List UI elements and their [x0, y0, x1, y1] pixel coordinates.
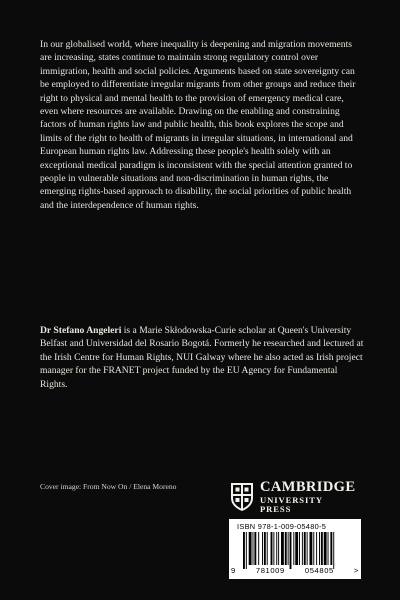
isbn-label: ISBN 978-1-009-05480-5 [237, 522, 327, 531]
book-blurb: In our globalised world, where inequality is deepening and migration movements are increasing, states continue to maintain strong regulatory control over immigration, health and social policies. Arguments based on state sovereignty can be employed to differentiate irregular migrants from other groups and reduce their right to physical and mental health to the provision of emergency medical care, even where resources are available. Drawing on the enabling and constraining factors of human rights law and public health, this book explores the scope and limits of the right to health of migrants in irregular situations, in international and European human rights law. Addressing these people's health solely with an exceptional medical paradigm is inconsistent with the special attention granted to people in vulnerable situations and non-discrimination in human rights, the emerging rights-based approach to disability, the social priorities of public health and the interdependence of human rights. [40, 39, 356, 211]
barcode-digits-group1: 781009 [255, 566, 285, 575]
author-bio-text: is a Marie Skłodowska-Curie scholar at Queen's University Belfast and Universidad del Rosario Bogotá. Formerly he researched and lectured at the Irish Centre for Human Rights, NUI Galway where he also acted as Irish project manager for the FRANET project funded by the EU Agency for Fundamental Rights. [40, 325, 364, 390]
publisher-name: CAMBRIDGE [260, 478, 356, 495]
barcode-digits-group2: 054805 [304, 566, 334, 575]
barcode-digits [231, 566, 359, 575]
barcode-digit-right: > [353, 566, 359, 575]
publisher-subtitle: UNIVERSITY PRESS [260, 495, 323, 514]
author-name: Dr Stefano Angeleri [40, 325, 122, 336]
publisher-logo [230, 480, 356, 513]
cambridge-shield-icon [230, 482, 254, 512]
isbn-barcode [229, 519, 361, 579]
cover-image-credit: Cover image: From Now On / Elena Moreno [40, 482, 177, 491]
barcode-bars-icon [243, 532, 351, 569]
author-bio [40, 324, 364, 391]
barcode-digit-left: 9 [231, 566, 236, 575]
